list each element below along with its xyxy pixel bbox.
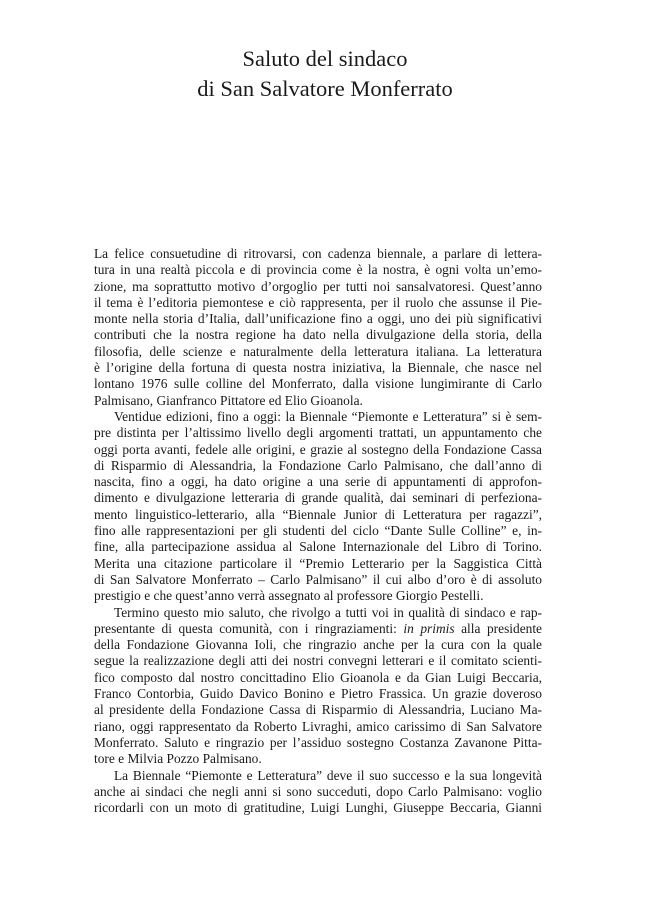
text-line: della Fondazione Giovanna Ioli, che ringrazio anche per la cura con la quale: [94, 637, 542, 653]
text-segment: presentante di questa comunità, con i ringraziamenti:: [94, 620, 397, 636]
title-line-2: di San Salvatore Monferrato: [197, 76, 453, 101]
text-line: La felice consuetudine di ritrovarsi, con cadenza biennale, a parlare di lettera-: [94, 246, 542, 261]
text-line: il tema è l’editoria piemontese e ciò rappresenta, per il ruolo che assunse il Pie-: [94, 294, 542, 310]
text-line: zione, ma soprattutto motivo d’orgoglio per tutti noi sansalvatoresi. Quest’anno: [94, 278, 542, 294]
text-line: monte nella storia d’Italia, dall’unificazione fino a oggi, uno dei più significativi: [94, 311, 542, 327]
text-line: oggi porta avanti, fedele alle origini, e grazie al sostegno della Fondazione Cassa: [94, 441, 542, 457]
text-line: di Risparmio di Alessandria, la Fondazione Carlo Palmisano, che dall’anno di: [94, 457, 542, 473]
text-line: contributi che la nostra regione ha dato nella divulgazione della storia, della: [94, 327, 542, 343]
text-line: fino alle rappresentazioni per gli studenti del ciclo “Dante Sulle Colline” e, in-: [94, 523, 542, 539]
text-line: Merita una citazione particolare il “Premio Letterario per la Saggistica Città: [94, 555, 542, 571]
text-line: al presidente della Fondazione Cassa di Risparmio di Alessandria, Luciano Ma-: [94, 702, 542, 718]
text-line: Termino questo mio saluto, che rivolgo a tutti voi in qualità di sindaco e rap-: [114, 604, 542, 620]
text-line: di San Salvatore Monferrato – Carlo Palmisano” il cui albo d’oro è di assoluto: [94, 571, 542, 587]
text-line: lontano 1976 sulle colline del Monferrato, dalla visione lungimirante di Carlo: [94, 376, 542, 392]
text-line: è l’origine della fortuna di questa nostra iniziativa, la Biennale, che nasce nel: [94, 360, 542, 376]
text-line: mento linguistico-letterario, alla “Biennale Junior di Letteratura per ragazzi”,: [94, 506, 542, 522]
text-line: segue la realizzazione degli atti dei nostri convegni letterari e il comitato scienti-: [94, 653, 542, 669]
text-line: tura in una realtà piccola e di provincia come è la nostra, è ogni volta un’emo-: [94, 262, 542, 278]
text-segment: alla presidente: [461, 620, 542, 636]
text-line-with-italic: [94, 621, 542, 637]
text-line: Franco Contorbia, Guido Davico Bonino e Pietro Frassica. Un grazie doveroso: [94, 686, 542, 702]
text-line: Ventidue edizioni, fino a oggi: la Biennale “Piemonte e Letteratura” si è sem-: [114, 408, 542, 424]
text-line: Palmisano, Gianfranco Pittatore ed Elio Gioanola.: [94, 392, 363, 408]
text-line: nascita, fino a oggi, ha dato origine a una serie di appuntamenti di approfon-: [94, 474, 542, 490]
text-line: filosofia, delle scienze e naturalmente della letteratura italiana. La letteratura: [94, 343, 542, 359]
text-line: ricordarli con un moto di gratitudine, Luigi Lunghi, Giuseppe Beccaria, Gianni: [94, 800, 542, 816]
text-line: pre distinta per l’altissimo livello degli argomenti trattati, un appuntamento che: [94, 425, 542, 441]
title-line-1: Saluto del sindaco: [242, 46, 408, 71]
text-line: dimento e divulgazione letteraria di grande qualità, dai seminari di perfeziona-: [94, 490, 542, 506]
text-line: anche ai sindaci che negli anni si sono succeduti, dopo Carlo Palmisano: voglio: [94, 783, 542, 799]
text-line: La Biennale “Piemonte e Letteratura” deve il suo successo e la sua longevità: [114, 767, 542, 783]
text-line: riano, oggi rappresentato da Roberto Livraghi, amico carissimo di San Salvatore: [94, 718, 542, 734]
italic-phrase: in primis: [403, 620, 455, 636]
text-line: Monferrato. Saluto e ringrazio per l’assiduo sostegno Costanza Zavanone Pitta-: [94, 734, 542, 750]
body-text: [94, 246, 542, 816]
text-line: fico composto dal nostro concittadino Elio Gioanola e da Gian Luigi Beccaria,: [94, 669, 542, 685]
text-line: prestigio e che quest’anno verrà assegnato al professore Giorgio Pestelli.: [94, 588, 484, 604]
page-title: [0, 44, 650, 104]
text-line: tore e Milvia Pozzo Palmisano.: [94, 751, 262, 767]
text-line: fine, alla partecipazione assidua al Salone Internazionale del Libro di Torino.: [94, 539, 542, 555]
